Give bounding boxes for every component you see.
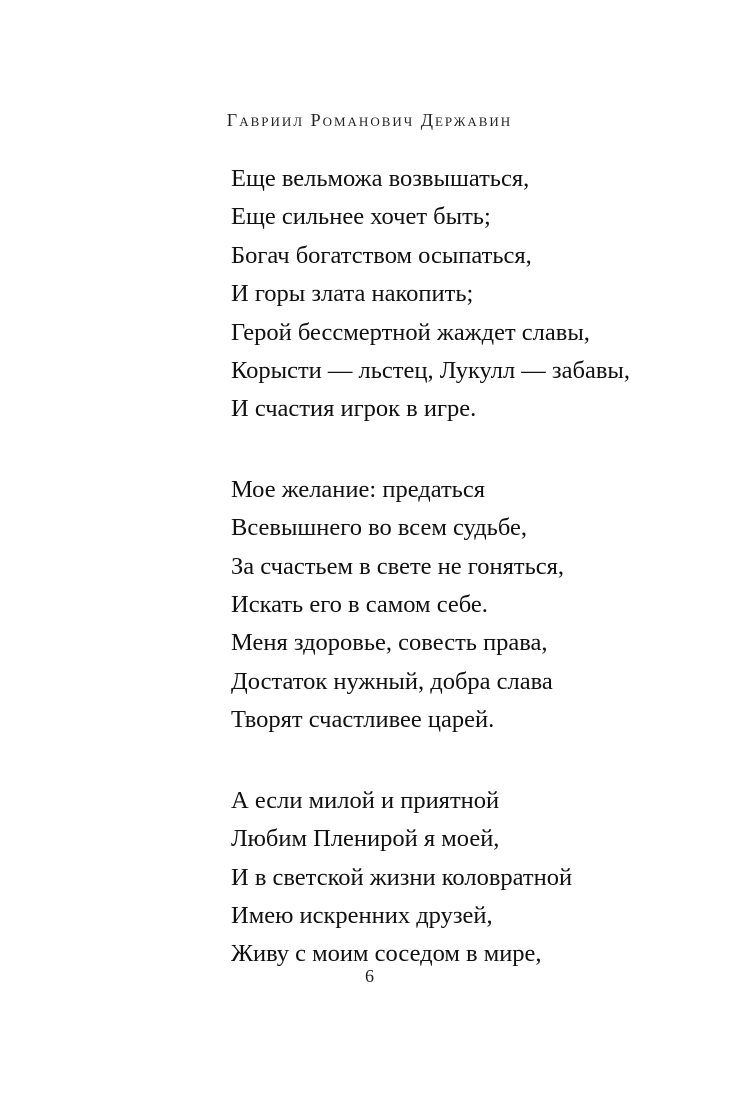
running-head-author: Гавриил Романович Державин — [226, 110, 513, 130]
poem-line: Еще вельможа возвышаться, — [231, 165, 530, 192]
poem-line: Живу с моим соседом в мире, — [231, 940, 542, 968]
poem-line: За счастьем в свете не гоняться, — [231, 552, 565, 580]
poem-line: И счастия игрок в игре. — [231, 395, 477, 423]
poem-line: Корысти — льстец, Лукулл — забавы, — [231, 357, 630, 385]
poem-line: Мое желание: предаться — [231, 475, 485, 503]
poem-line: Герой бессмертной жаждет славы, — [231, 318, 590, 346]
poem-body — [231, 160, 711, 1016]
poem-line: Богач богатством осыпаться, — [231, 241, 532, 269]
stanza-3 — [231, 782, 711, 974]
poem-line: А если милой и приятной — [231, 786, 500, 814]
stanza-2 — [231, 471, 711, 740]
poem-line: И в светской жизни коловратной — [231, 863, 573, 891]
poem-line: Творят счастливее царей. — [231, 706, 495, 734]
poem-line: Меня здоровье, совесть права, — [231, 629, 548, 657]
page-number: 6 — [365, 966, 374, 986]
poem-line: Еще сильнее хочет быть; — [231, 203, 491, 231]
poem-line: Достаток нужный, добра слава — [231, 667, 553, 695]
poem-line: И горы злата накопить; — [231, 280, 474, 308]
poem-line: Любим Пленирой я моей, — [231, 825, 500, 853]
stanza-1 — [231, 160, 711, 429]
poem-line: Искать его в самом себе. — [231, 591, 488, 619]
poem-line: Имею искренних друзей, — [231, 901, 493, 929]
poem-line: Всевышнего во всем судьбе, — [231, 514, 527, 542]
